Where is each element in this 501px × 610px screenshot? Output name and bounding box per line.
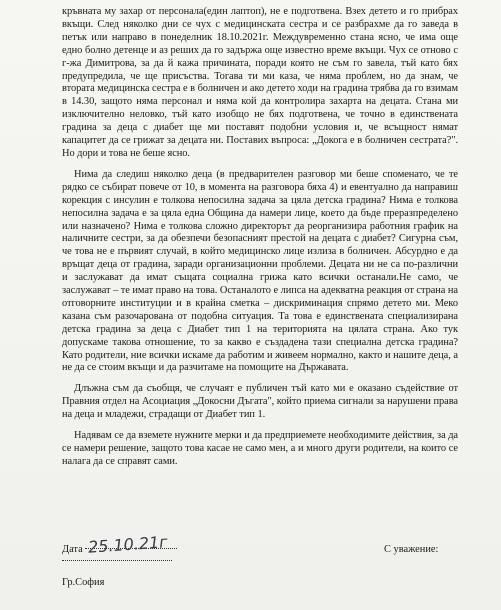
- letter-body: [62, 6, 458, 477]
- paragraph-2: Нима да следиш няколко деца (в предварителен разговор ми беше споменато, че те рядко се събират повече от 10, в момента на разговора бяха 4) и евентуално да направиш корекция с инсулин е толкова непосилна задача за цяла детска градина? Нима е толкова непосилна задача е за цяла една Община да намери лице, което да бъде преразпределено или назначено? Нима е толкова сложно директорът да реорганизира работния график на наличните сестри, за да обезпечи безопасният престой на децата с диабет? Сигурна съм, че това не е първият случай, в който медицинско лице излиза в болничен. Абсурдно е да връщат деца от градина, заради организационни проблеми. Децата ни не са по-различни и заслужават да имат същата социална грижа като всички останали.Не само, че заслужават – те имат право на това. Останалото е липса на адекватна реакция от страна на отговорните институции и в крайна сметка – дискриминация спрямо детето ми. Меко казана съм разочарована от подобна ситуация. Та това е единствената специализирана детска градина за деца с Диабет тип 1 на територията на цялата страна. Ако тук допускаме такова отношение, то за какво е създадена тази специална детска градина? Като родители, ние всички искаме да работим и живеем нормално, както и нашите деца, а не да се стоим вкъщи и да разчитаме на помощите на Държавата.: [62, 168, 458, 374]
- paragraph-4: Надявам се да вземете нужните мерки и да предприемете необходимите действия, за да се намери решение, защото това касае не само мен, а и много други родители, на които се налага да се справят сами.: [62, 430, 458, 467]
- city-label: Гр.София: [62, 577, 105, 588]
- date-label: Дата: [62, 544, 83, 555]
- dotted-line: [62, 560, 172, 561]
- paragraph-1: кръвната му захар от персонала(един лаптоп), не е подготвена. Взех детето и го прибрах вкъщи. След няколко дни се чух с медицинската сестра и се разбрахме да го заведа в петък или направо в понеделник 18.10.2021г. Междувременно стана ясно, че има още едно болно детенце и аз реших да го задържа още известно време вкъщи. Чух се отново с г-жа Димитрова, за да й кажа причината, поради която не съм го завела, тъй като бях предупредила, че ще присъства. Тогава ти ми каза, че няма проблем, но да знам, че втората медицинска сестра е в болничен и ако детето ходи на градина трябва да го взимам в 14.30, защото няма персонал и няма кой да контролира захарта на децата. Стана ми изключително неловко, тъй като изобщо не бях подготвена, че точно в единствената градина за деца с диабет ще ми поставят подобни условия и, че всъщност нямат капацитет да се грижат за децата ни. Поставих въпроса: „Докога е в болничен сестрата?". Но дори и това не беше ясно.: [62, 6, 458, 159]
- handwritten-date: 25.10.21г: [87, 532, 169, 557]
- regards-label: С уважение:: [384, 544, 439, 555]
- paragraph-3: Длъжна съм да съобщя, че случаят е публичен тъй като ми е оказано съдействие от Правния отдел на Асоциация „Докосни Дъгата", който приема сигнали за нарушени права на деца и младежи, страдащи от Диабет тип 1.: [62, 383, 458, 421]
